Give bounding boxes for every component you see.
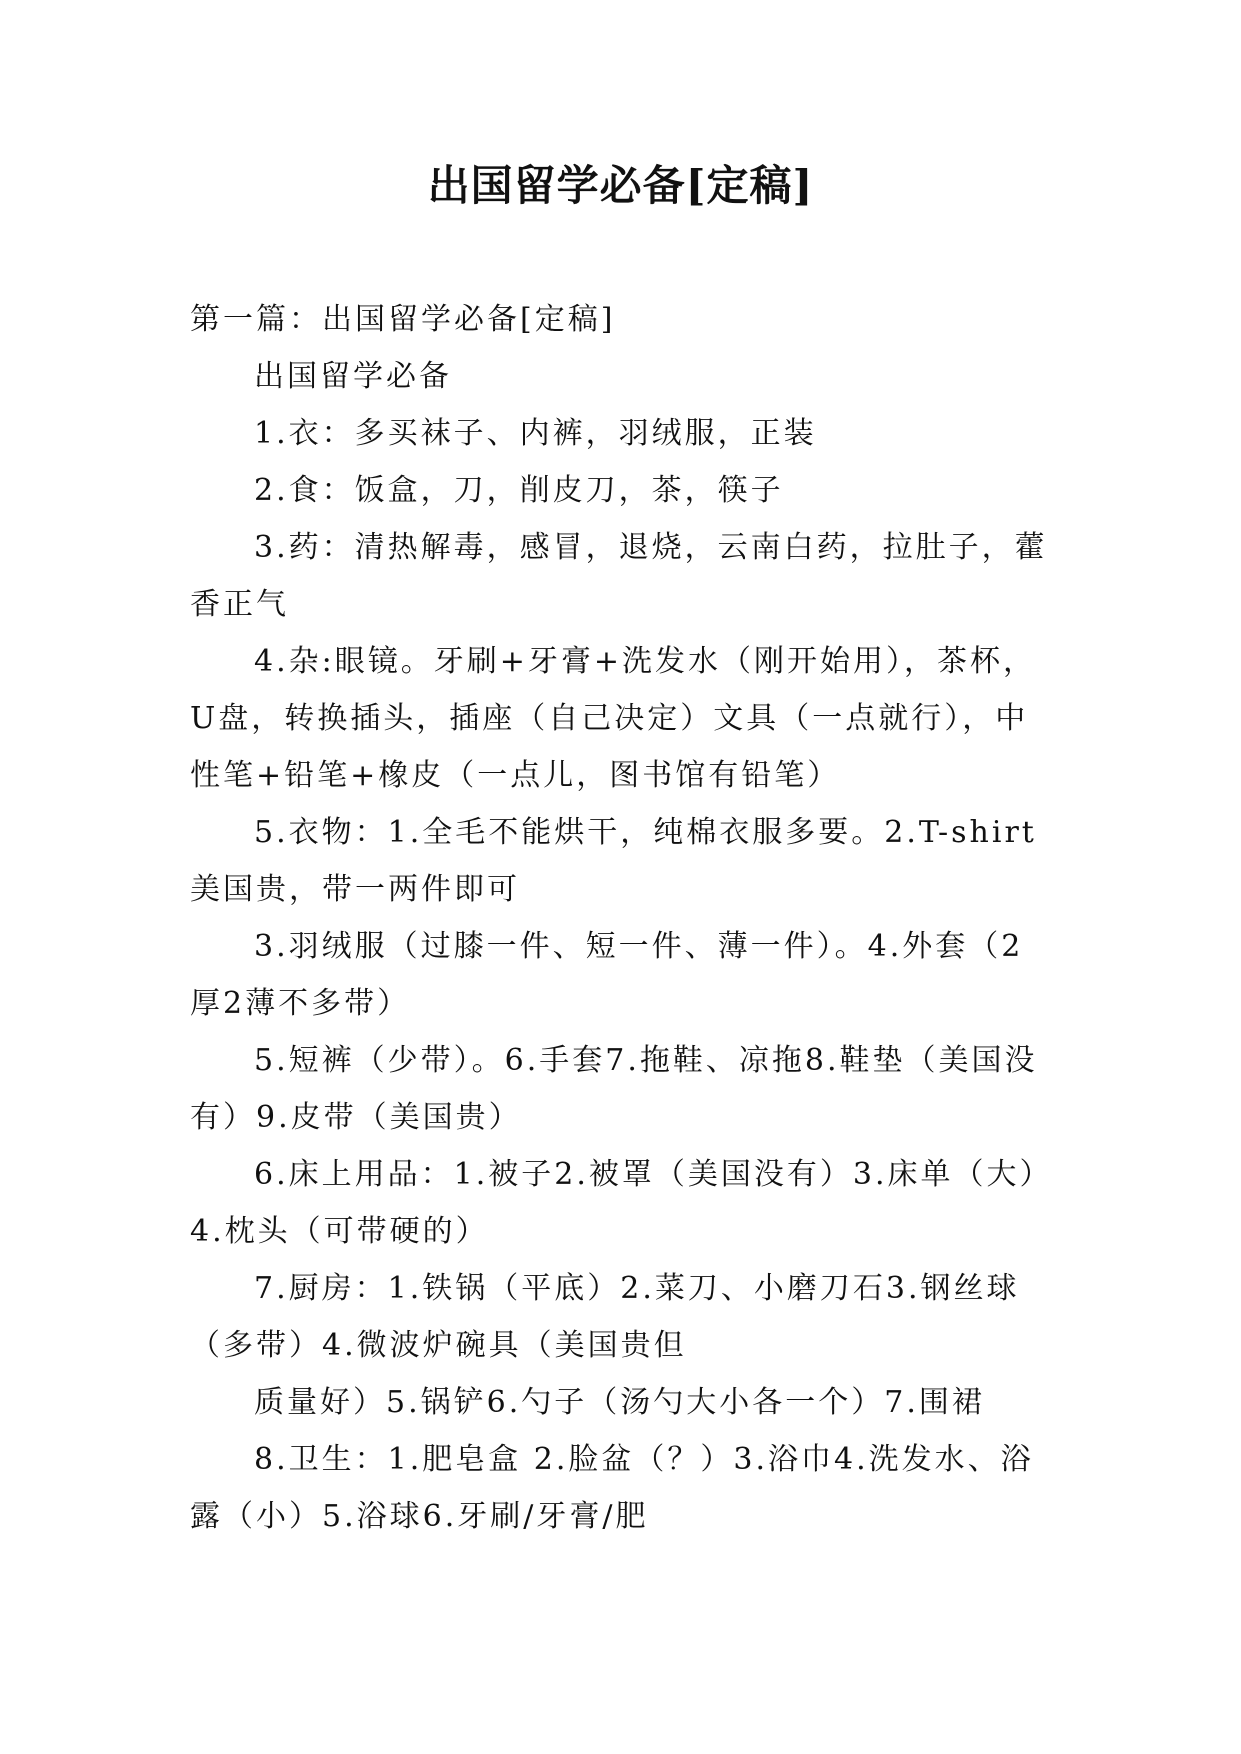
paragraph-down-jacket: 3.羽绒服（过膝一件、短一件、薄一件）。4.外套（2厚2薄不多带） [190,929,1024,1021]
paragraph-food: 2.食：饭盒，刀，削皮刀，茶，筷子 [254,473,784,508]
paragraph-medicine: 3.药：清热解毒，感冒，退烧，云南白药，拉肚子，藿香正气 [190,530,1048,622]
paragraph-bedding: 6.床上用品：1.被子2.被罩（美国没有）3.床单（大）4.枕头（可带硬的） [190,1157,1038,1249]
paragraph-garments: 5.衣物：1.全毛不能烘干，纯棉衣服多要。2.T-shirt美国贵，带一两件即可 [190,815,1037,907]
document-title: 出国留学必备[定稿] [427,161,814,210]
paragraph-hygiene: 8.卫生：1.肥皂盒 2.脸盆（？）3.浴巾4.洗发水、浴露（小）5.浴球6.牙刷/牙膏/肥 [190,1442,1034,1534]
paragraph-kitchen: 7.厨房：1.铁锅（平底）2.菜刀、小磨刀石3.钢丝球（多带）4.微波炉碗具（美国贵但 [190,1271,1020,1363]
document-body [190,291,1050,1545]
subheading: 出国留学必备 [254,359,452,394]
paragraph-clothing: 1.衣：多买袜子、内裤，羽绒服，正装 [254,416,817,451]
paragraph-shorts: 5.短裤（少带）。6.手套7.拖鞋、凉拖8.鞋垫（美国没有）9.皮带（美国贵） [190,1043,1038,1135]
paragraph-misc: 4.杂:眼镜。牙刷+牙膏+洗发水（刚开始用），茶杯，U盘，转换插头，插座（自己决定）文具（一点就行），中性笔+铅笔+橡皮（一点儿，图书馆有铅笔） [190,644,1037,793]
paragraph-kitchen-continued: 质量好）5.锅铲6.勺子（汤勺大小各一个）7.围裙 [254,1385,985,1420]
section-heading: 第一篇：出国留学必备[定稿] [190,302,616,337]
